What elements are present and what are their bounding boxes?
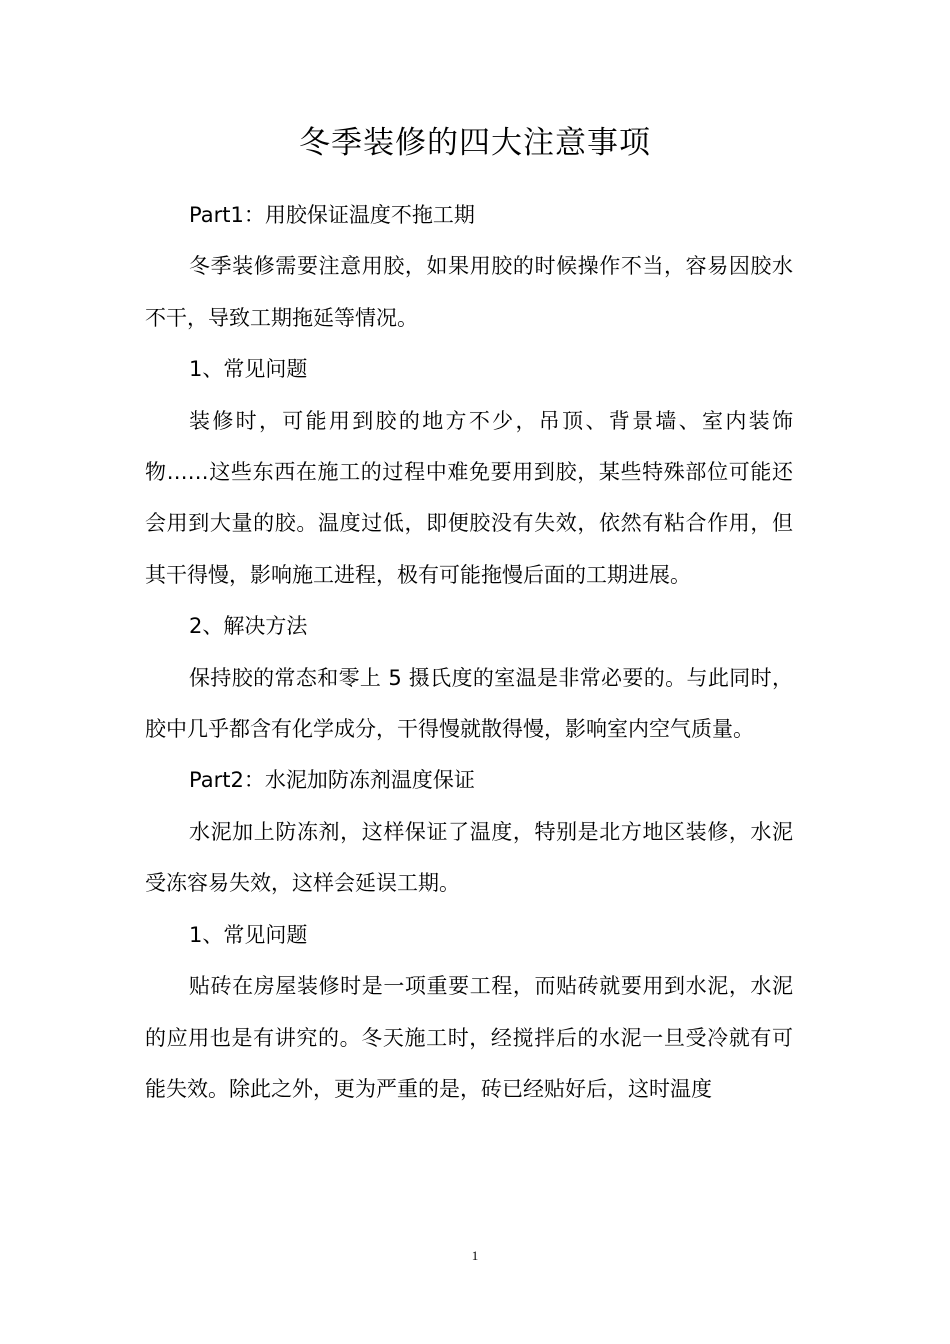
document-body (145, 190, 793, 1115)
document-title: 冬季装修的四大注意事项 (299, 125, 651, 161)
subheading-common-problems: 1、常见问题 (189, 357, 308, 382)
page-number: 1 (471, 1248, 479, 1263)
section-heading-part2: Part2：水泥加防冻剂温度保证 (189, 768, 475, 793)
section-heading-part1: Part1：用胶保证温度不拖工期 (189, 203, 475, 227)
paragraph-intro-cement: 水泥加上防冻剂，这样保证了温度，特别是北方地区装修，水泥受冻容易失效，这样会延误工期。 (145, 819, 793, 896)
paragraph-cement-problems: 贴砖在房屋装修时是一项重要工程，而贴砖就要用到水泥，水泥的应用也是有讲究的。冬天施工时，经搅拌后的水泥一旦受冷就有可能失效。除此之外，更为严重的是，砖已经贴好后，这时温度 (145, 974, 793, 1101)
paragraph-glue-problems: 装修时，可能用到胶的地方不少，吊顶、背景墙、室内装饰物……这些东西在施工的过程中难免要用到胶，某些特殊部位可能还会用到大量的胶。温度过低，即便胶没有失效，依然有粘合作用，但其干得慢，影响施工进程，极有可能拖慢后面的工期进展。 (145, 408, 793, 587)
paragraph-intro-glue: 冬季装修需要注意用胶，如果用胶的时候操作不当，容易因胶水不干，导致工期拖延等情况。 (145, 254, 793, 330)
subheading-common-problems-2: 1、常见问题 (189, 922, 308, 947)
subheading-solutions: 2、解决方法 (189, 614, 308, 639)
paragraph-glue-solutions: 保持胶的常态和零上 5 摄氏度的室温是非常必要的。与此同时，胶中几乎都含有化学成分，干得慢就散得慢，影响室内空气质量。 (145, 665, 793, 742)
